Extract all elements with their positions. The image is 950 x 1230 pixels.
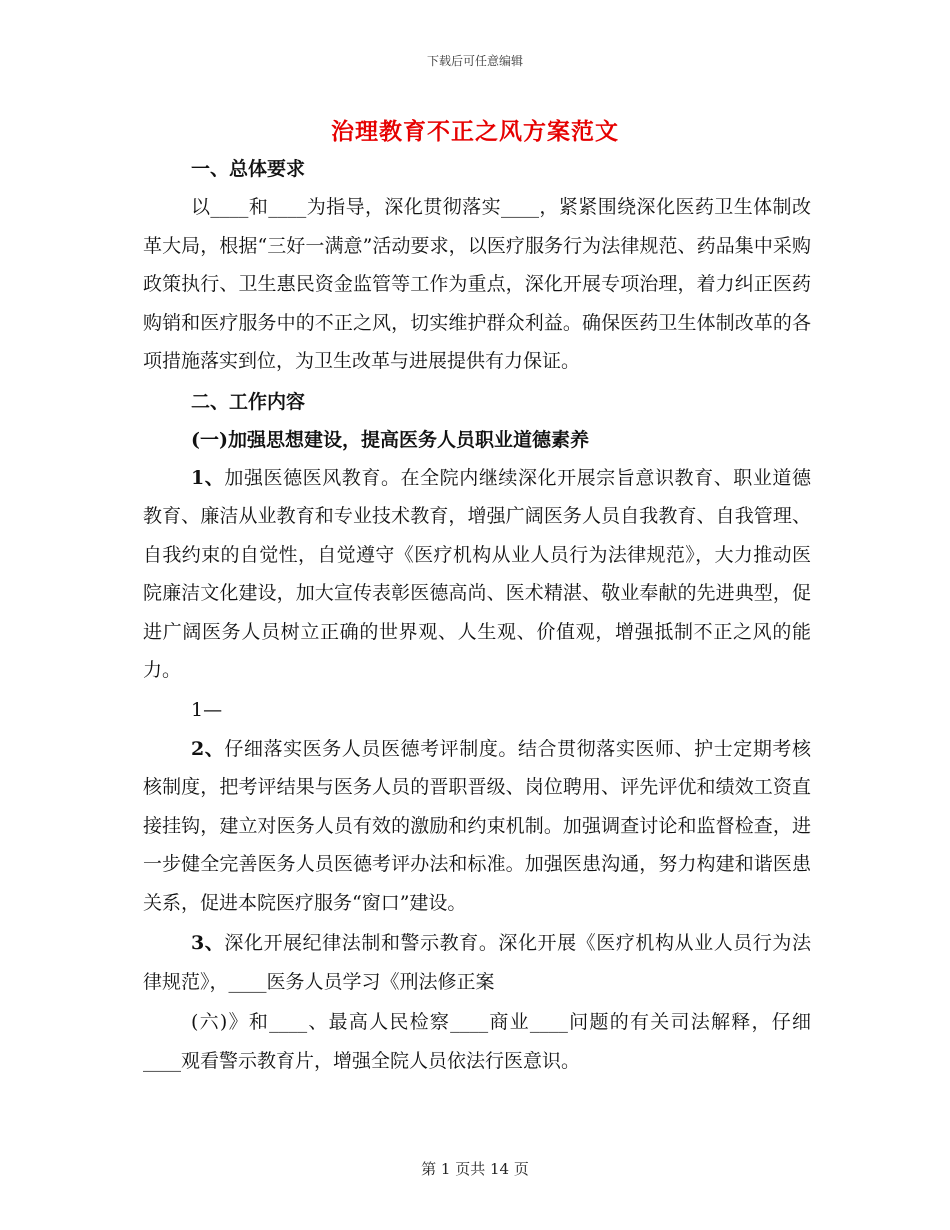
list-item-2 <box>143 730 811 923</box>
header-note: 下载后可任意编辑 <box>426 54 523 68</box>
item-text: 加强医德医风教育。在全院内继续深化开展宗旨意识教育、职业道德教育、廉洁从业教育和专业技术教育，增强广阔医务人员自我教育、自我管理、自我约束的自觉性，自觉遵守《医疗机构从业人员行为法律规范》，大力推动医院廉洁文化建设，加大宣传表彰医德高尚、医术精湛、敬业奉献的先进典型，促进广阔医务人员树立正确的世界观、人生观、价值观，增强抵制不正之风的能力。 <box>143 466 811 681</box>
document-body <box>143 150 811 1080</box>
item-number: 2、 <box>191 737 225 760</box>
item-text: 深化开展纪律法制和警示教育。深化开展《医疗机构从业人员行为法律规范》，____医务人员学习《刑法修正案 <box>143 932 811 993</box>
list-item-3 <box>143 924 811 1001</box>
list-item-1 <box>143 459 811 690</box>
item-number: 3、 <box>191 932 225 954</box>
item-number: 1、 <box>191 466 225 489</box>
subsection-heading-ideological-building: (一)加强思想建设，提高医务人员职业道德素养 <box>191 428 589 451</box>
section-heading-work-content: 二、工作内容 <box>191 390 306 413</box>
section-heading-overall-requirements: 一、总体要求 <box>191 158 306 180</box>
page-footer: 第 1 页共 14 页 <box>421 1160 529 1178</box>
page-marker: 1— <box>191 698 223 721</box>
continuation-paragraph: (六)》和____、最高人民检察____商业____问题的有关司法解释，仔细____观看警示教育片，增强全院人员依法行医意识。 <box>143 1011 811 1072</box>
item-text: 仔细落实医务人员医德考评制度。结合贯彻落实医师、护士定期考核核制度，把考评结果与医务人员的晋职晋级、岗位聘用、评先评优和绩效工资直接挂钩，建立对医务人员有效的激励和约束机制。加强调查讨论和监督检查，进一步健全完善医务人员医德考评办法和标准。加强医患沟通，努力构建和谐医患关系，促进本院医疗服务“窗口”建设。 <box>143 737 811 914</box>
document-title: 治理教育不正之风方案范文 <box>331 118 619 145</box>
paragraph-overall-requirements: 以____和____为指导，深化贯彻落实____，紧紧围绕深化医药卫生体制改革大局，根据“三好一满意”活动要求，以医疗服务行为法律规范、药品集中采购政策执行、卫生惠民资金监管等工作为重点，深化开展专项治理，着力纠正医药购销和医疗服务中的不正之风，切实维护群众利益。确保医药卫生体制改革的各项措施落实到位，为卫生改革与进展提供有力保证。 <box>143 196 811 372</box>
